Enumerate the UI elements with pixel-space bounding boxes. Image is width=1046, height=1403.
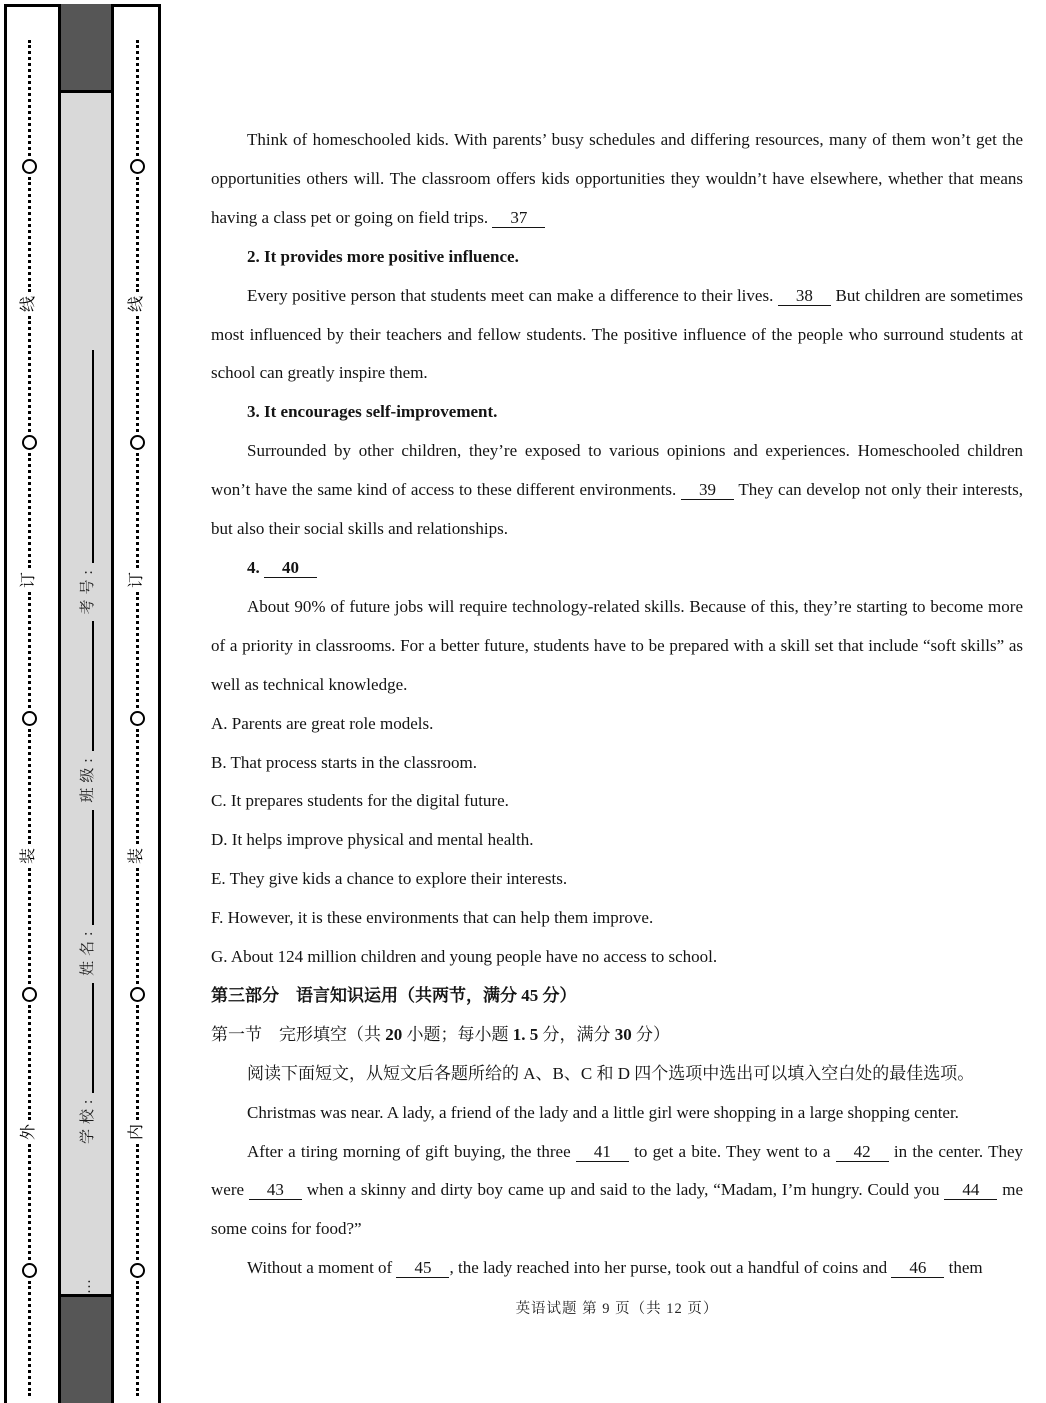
text-run: 分） [631,1024,670,1044]
text-run: 4. [247,557,264,577]
cloze-blank-46: 46 [891,1258,944,1278]
text-run: About 90% of future jobs will require technology-related skills. Because of this, they’re starting to become more of a priority in classrooms. For a better future, students have to be prepared with a skill set that include “soft skills” as well as technical knowledge. [211,596,1023,694]
cloze-paragraph-1 [211,1094,1023,1133]
text-run: 1. 5 [512,1024,539,1044]
option-e [211,860,1023,899]
binding-circle-icon [22,1263,37,1278]
dotted-segment [28,592,31,708]
class-field-line [78,621,94,751]
text-run: them [944,1258,983,1278]
text-run: Without a moment of [247,1258,397,1278]
dotted-segment [136,729,139,845]
binding-circle-icon [130,711,145,726]
dotted-segment [28,177,31,293]
dotted-segment [136,1281,139,1397]
section-one-cloze [211,1016,1023,1055]
school-field-line [78,983,94,1093]
dotted-segment [28,729,31,845]
text-run: Every positive person that students meet can make a difference to their lives. [247,285,778,305]
paragraph-positive-influence [211,277,1023,394]
dotted-segment [136,177,139,293]
binding-circle-icon [22,435,37,450]
text-run: me some coins for food?” [211,1180,1023,1239]
binding-line-char: 线 [19,295,37,313]
cloze-paragraph-3 [211,1249,1023,1288]
text-run: They can develop not only their interests, but also their social skills and relationships. [211,480,1024,539]
text-run: 小题；每小题 [402,1024,513,1044]
cloze-blank-38: 38 [778,286,831,306]
binding-circle-icon [22,159,37,174]
text-run: in the center. They were [211,1141,1024,1200]
binding-line-char: 订 [19,571,37,589]
binding-circle-icon [130,159,145,174]
dotted-segment [136,1144,139,1260]
text-run: D. It helps improve physical and mental health. [211,830,534,850]
binding-line-char: 线 [127,295,145,313]
cloze-blank-39: 39 [681,480,734,500]
binding-line-char: 外 [19,1123,37,1141]
binding-circle-icon [130,1263,145,1278]
cloze-blank-45: 45 [396,1258,449,1278]
page-footer: 英语试题 第 9 页（共 12 页） [515,1301,719,1317]
dotted-segment [136,40,139,156]
binding-line-char: 内 [127,1123,145,1141]
cloze-blank-40: 40 [264,558,317,578]
paragraph-field-trips [211,121,1023,238]
dotted-segment [28,868,31,984]
paragraph-self-improvement [211,432,1023,549]
student-info-fields [61,96,111,1294]
text-run: C. It prepares students for the digital future. [211,791,509,811]
heading-3 [211,393,1023,432]
exam-number-field-label: 考号: [79,565,96,615]
text-run: 30 [614,1024,632,1044]
dotted-segment [136,1005,139,1121]
name-field-label: 姓名: [79,926,96,976]
cloze-blank-37: 37 [492,208,545,228]
heading-4 [211,549,1023,588]
text-run: Think of homeschooled kids. With parents’ busy schedules and differing resources, many of them won’t get the opportunities others will. The classroom offers kids opportunities they wouldn’t have elsewhere, whether that means having a class pet or going on field trips. [211,130,1023,227]
class-field-label: 班级: [79,753,96,803]
binding-circle-icon [130,435,145,450]
binding-line-char: 装 [127,847,145,865]
option-a [211,705,1023,744]
exam-number-field-line [78,350,94,563]
option-g [211,938,1023,977]
binding-circle-icon [22,987,37,1002]
dotted-segment [28,316,31,432]
binding-circle-icon [22,711,37,726]
heading-2 [211,238,1023,277]
option-c [211,782,1023,821]
option-b [211,744,1023,783]
ellipsis-dots: … [77,1277,94,1294]
dotted-segment [28,1144,31,1260]
text-run: 第一节 完形填空（共 [211,1024,386,1044]
text-run: After a tiring morning of gift buying, the three [247,1141,576,1161]
dotted-segment [136,316,139,432]
strip-dark-block-bottom [61,1294,111,1403]
dotted-segment [28,40,31,156]
text-run: G. About 124 million children and young people have no access to school. [211,947,718,967]
binding-line-inner [122,40,152,1396]
cloze-paragraph-2 [211,1133,1023,1250]
text-run: 第三部分 语言知识运用（共两节，满分 45 分） [211,985,577,1005]
text-run: when a skinny and dirty boy came up and said to the lady, “Madam, I’m hungry. Could you [301,1180,945,1200]
name-field-line [78,810,94,925]
text-run: 阅读下面短文，从短文后各题所给的 A、B、C 和 D 四个选项中选出可以填入空白处的最佳选项。 [247,1063,975,1083]
text-run: to get a bite. They went to a [628,1141,836,1161]
text-run: Christmas was near. A lady, a friend of the lady and a little girl were shopping in a large shopping center. [247,1102,959,1122]
cloze-blank-42: 42 [836,1142,889,1162]
text-run: B. That process starts in the classroom. [211,752,477,772]
dotted-segment [28,1005,31,1121]
option-d [211,821,1023,860]
dotted-segment [28,453,31,569]
cloze-instructions [211,1055,1023,1094]
dotted-segment [136,868,139,984]
dotted-segment [136,592,139,708]
cloze-blank-43: 43 [249,1180,302,1200]
cloze-blank-44: 44 [944,1180,997,1200]
binding-line-outer [14,40,44,1396]
text-run: 2. It provides more positive influence. [247,246,519,266]
text-run: 分，满分 [538,1024,615,1044]
school-field-label: 学校: [79,1094,96,1144]
section-part-three [211,977,1023,1016]
text-run: 20 [385,1024,403,1044]
text-run: , the lady reached into her purse, took out a handful of coins and [449,1258,892,1278]
exam-text [211,121,1023,1288]
binding-line-char: 订 [127,571,145,589]
binding-line-char: 装 [19,847,37,865]
binding-circle-icon [130,987,145,1002]
student-info-strip [58,4,114,1403]
cloze-blank-41: 41 [576,1142,629,1162]
option-f [211,899,1023,938]
text-run: E. They give kids a chance to explore their interests. [211,869,568,889]
dotted-segment [136,453,139,569]
text-run: A. Parents are great role models. [211,713,434,733]
text-run: 3. It encourages self-improvement. [247,402,498,422]
paragraph-future-jobs [211,588,1023,705]
text-run: Surrounded by other children, they’re exposed to various opinions and experiences. Homeschooled children won’t have the same kind of access to these different environments. [211,441,1023,500]
dotted-segment [28,1281,31,1397]
text-run: F. However, it is these environments that can help them improve. [211,908,654,928]
text-run: But children are sometimes most influenced by their teachers and fellow students. The positive influence of the people who surround students at school can greatly inspire them. [211,285,1024,383]
strip-dark-block-top [61,4,111,93]
